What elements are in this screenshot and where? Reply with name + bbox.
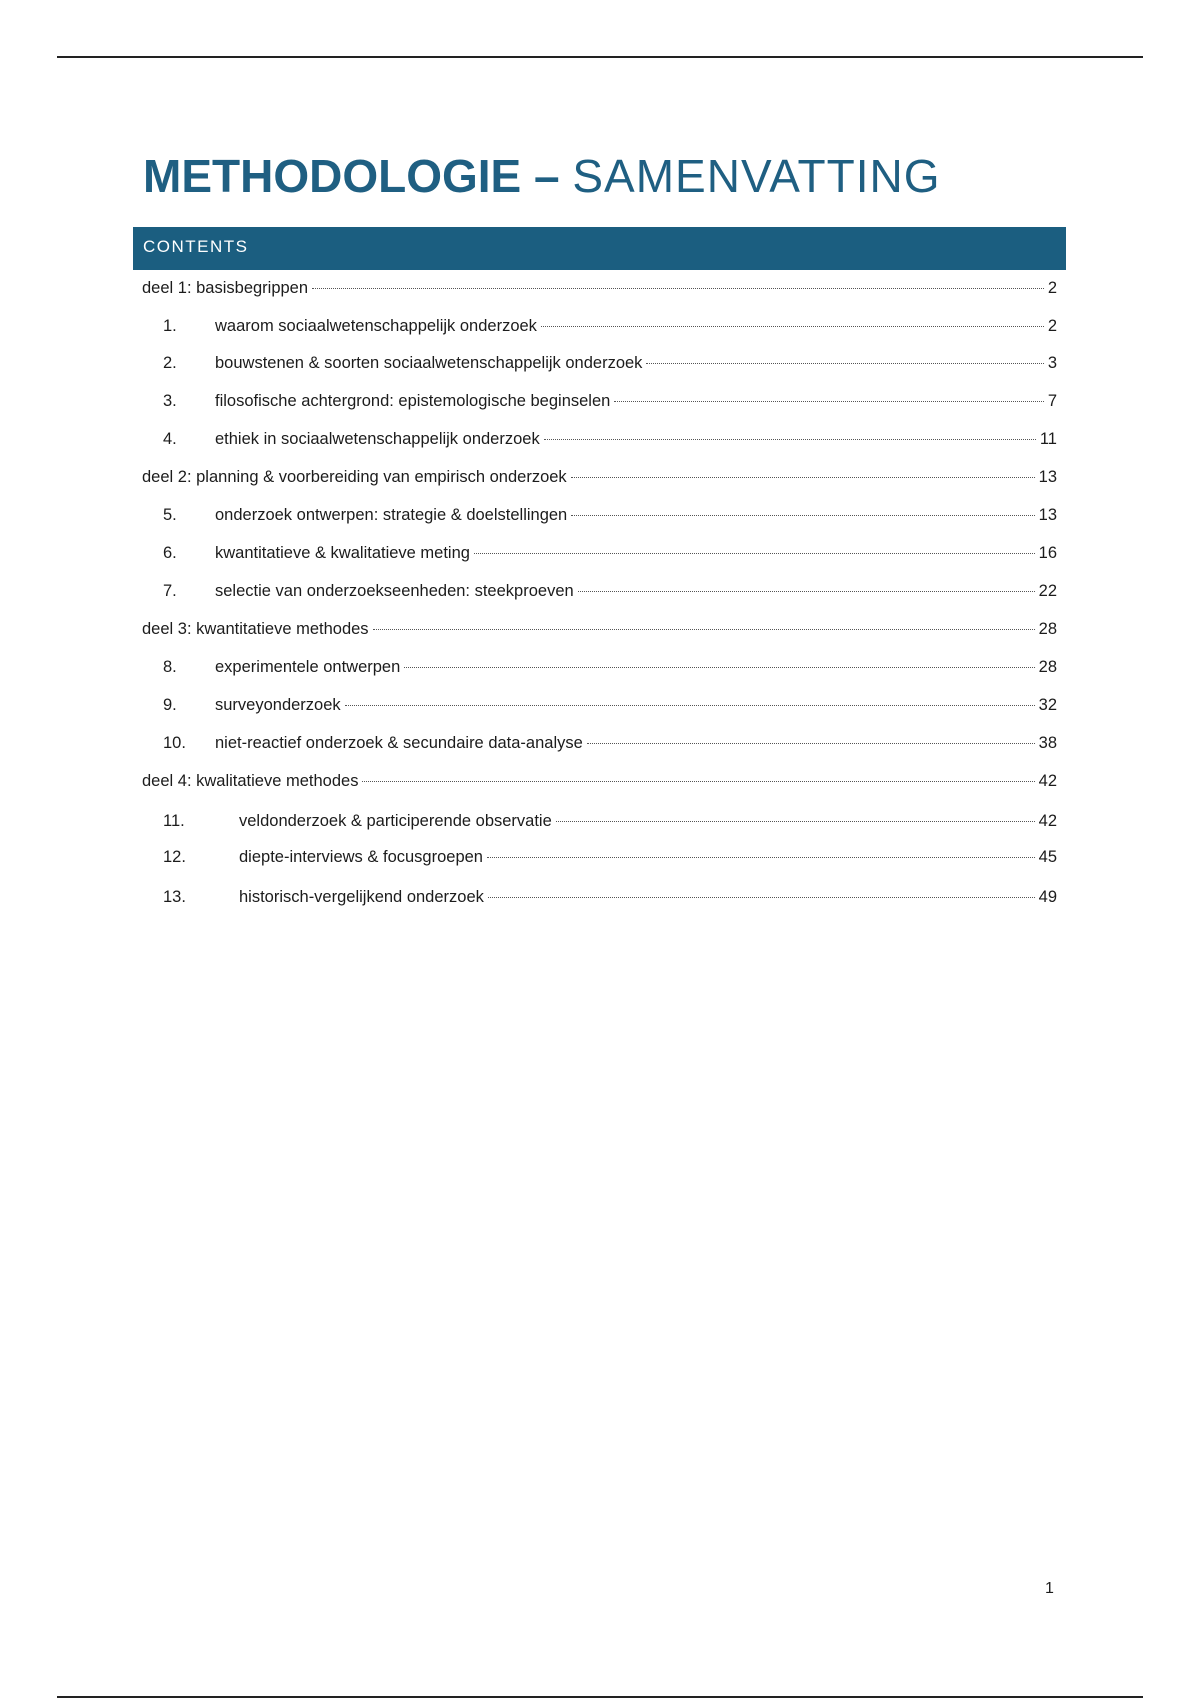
toc-entry-number: 3. bbox=[163, 392, 177, 410]
toc-dot-leader bbox=[488, 897, 1035, 898]
title-light-part: SAMENVATTING bbox=[572, 150, 941, 202]
toc-dot-leader bbox=[345, 705, 1035, 706]
toc-chapter-entry[interactable] bbox=[163, 846, 1057, 868]
toc-dot-leader bbox=[646, 363, 1043, 364]
toc-entry-page: 2 bbox=[1047, 279, 1057, 297]
toc-chapter-entry[interactable] bbox=[163, 732, 1057, 754]
toc-chapter-entry[interactable] bbox=[163, 352, 1057, 374]
bottom-rule bbox=[57, 1696, 1143, 1698]
toc-entry-page: 3 bbox=[1047, 354, 1057, 372]
toc-dot-leader bbox=[474, 553, 1035, 554]
toc-entry-label: filosofische achtergrond: epistemologische beginselen bbox=[215, 392, 611, 410]
toc-entry-label: diepte-interviews & focusgroepen bbox=[239, 848, 483, 866]
toc-dot-leader bbox=[571, 515, 1034, 516]
toc-entry-page: 28 bbox=[1038, 620, 1057, 638]
toc-chapter-entry[interactable] bbox=[163, 580, 1057, 602]
toc-dot-leader bbox=[487, 857, 1035, 858]
toc-chapter-entry[interactable] bbox=[163, 542, 1057, 564]
toc-entry-number: 5. bbox=[163, 506, 177, 524]
toc-dot-leader bbox=[614, 401, 1043, 402]
toc-chapter-entry[interactable] bbox=[163, 810, 1057, 832]
toc-dot-leader bbox=[362, 781, 1034, 782]
toc-entry-number: 6. bbox=[163, 544, 177, 562]
toc-entry-label: kwantitatieve & kwalitatieve meting bbox=[215, 544, 470, 562]
toc-entry-page: 13 bbox=[1038, 506, 1057, 524]
toc-entry-label: onderzoek ontwerpen: strategie & doelstellingen bbox=[215, 506, 568, 524]
toc-entry-label: surveyonderzoek bbox=[215, 696, 341, 714]
toc-chapter-entry[interactable] bbox=[163, 656, 1057, 678]
toc-dot-leader bbox=[556, 821, 1035, 822]
toc-entry-page: 49 bbox=[1038, 888, 1057, 906]
toc-entry-label: veldonderzoek & participerende observatie bbox=[239, 812, 552, 830]
toc-part-entry[interactable] bbox=[142, 466, 1057, 488]
toc-entry-label: waarom sociaalwetenschappelijk onderzoek bbox=[215, 317, 537, 335]
toc-entry-number: 8. bbox=[163, 658, 177, 676]
toc-entry-label: deel 1: basisbegrippen bbox=[142, 279, 309, 297]
toc-dot-leader bbox=[544, 439, 1036, 440]
toc-entry-label: niet-reactief onderzoek & secundaire data-analyse bbox=[215, 734, 583, 752]
toc-entry-page: 42 bbox=[1038, 812, 1057, 830]
toc-part-entry[interactable] bbox=[142, 277, 1057, 299]
toc-chapter-entry[interactable] bbox=[163, 315, 1057, 337]
toc-entry-page: 13 bbox=[1038, 468, 1057, 486]
toc-entry-page: 16 bbox=[1038, 544, 1057, 562]
toc-entry-number: 2. bbox=[163, 354, 177, 372]
toc-part-entry[interactable] bbox=[142, 770, 1057, 792]
toc-dot-leader bbox=[404, 667, 1034, 668]
toc-entry-page: 38 bbox=[1038, 734, 1057, 752]
toc-entry-page: 7 bbox=[1047, 392, 1057, 410]
toc-entry-number: 9. bbox=[163, 696, 177, 714]
toc-dot-leader bbox=[541, 326, 1044, 327]
toc-entry-page: 42 bbox=[1038, 772, 1057, 790]
toc-entry-page: 2 bbox=[1047, 317, 1057, 335]
toc-entry-label: experimentele ontwerpen bbox=[215, 658, 401, 676]
toc-dot-leader bbox=[587, 743, 1035, 744]
toc-entry-label: bouwstenen & soorten sociaalwetenschappelijk onderzoek bbox=[215, 354, 643, 372]
toc-dot-leader bbox=[578, 591, 1035, 592]
toc-dot-leader bbox=[373, 629, 1035, 630]
toc-entry-number: 4. bbox=[163, 430, 177, 448]
title-bold-part: METHODOLOGIE – bbox=[143, 150, 560, 202]
toc-chapter-entry[interactable] bbox=[163, 694, 1057, 716]
toc-entry-number: 12. bbox=[163, 848, 186, 866]
toc-entry-label: deel 3: kwantitatieve methodes bbox=[142, 620, 369, 638]
toc-entry-label: deel 2: planning & voorbereiding van empirisch onderzoek bbox=[142, 468, 567, 486]
toc-entry-label: selectie van onderzoekseenheden: steekproeven bbox=[215, 582, 574, 600]
toc-chapter-entry[interactable] bbox=[163, 886, 1057, 908]
toc-entry-page: 11 bbox=[1039, 430, 1057, 448]
toc-entry-page: 28 bbox=[1038, 658, 1057, 676]
toc-entry-number: 7. bbox=[163, 582, 177, 600]
toc-entry-number: 10. bbox=[163, 734, 186, 752]
toc-chapter-entry[interactable] bbox=[163, 428, 1057, 450]
toc-entry-number: 11. bbox=[163, 812, 185, 830]
toc-chapter-entry[interactable] bbox=[163, 504, 1057, 526]
toc-entry-number: 1. bbox=[163, 317, 177, 335]
toc-part-entry[interactable] bbox=[142, 618, 1057, 640]
toc-entry-number: 13. bbox=[163, 888, 186, 906]
page-number: 1 bbox=[1045, 1580, 1054, 1597]
toc-entry-label: historisch-vergelijkend onderzoek bbox=[239, 888, 484, 906]
toc-dot-leader bbox=[571, 477, 1035, 478]
toc-entry-page: 32 bbox=[1038, 696, 1057, 714]
toc-dot-leader bbox=[312, 288, 1044, 289]
toc-entry-page: 45 bbox=[1038, 848, 1057, 866]
toc-entry-label: deel 4: kwalitatieve methodes bbox=[142, 772, 359, 790]
toc-entry-label: ethiek in sociaalwetenschappelijk onderzoek bbox=[215, 430, 540, 448]
contents-heading: CONTENTS bbox=[143, 237, 249, 256]
toc-entry-page: 22 bbox=[1038, 582, 1057, 600]
toc-chapter-entry[interactable] bbox=[163, 390, 1057, 412]
